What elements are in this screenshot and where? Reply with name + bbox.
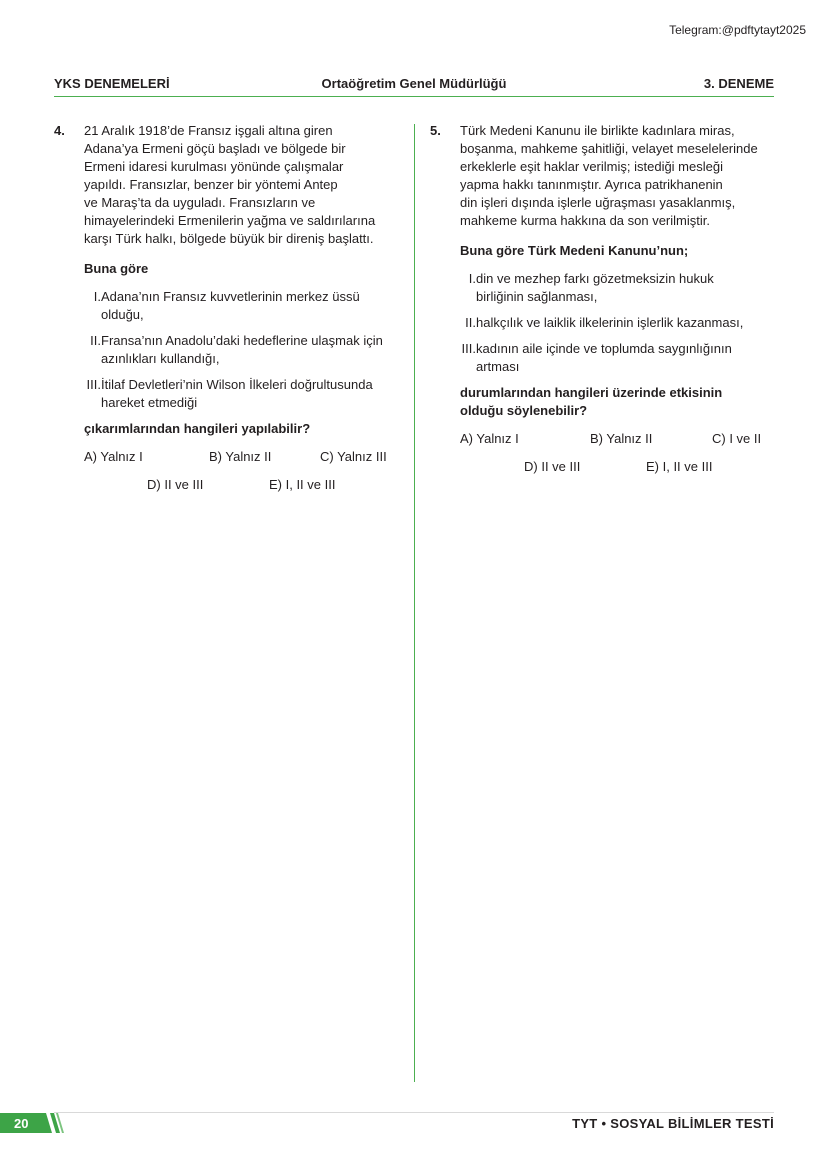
header-series-title: YKS DENEMELERİ xyxy=(54,76,170,91)
statement-item xyxy=(460,340,780,376)
question-text xyxy=(460,384,780,420)
question-4 xyxy=(54,122,399,496)
choice-e[interactable]: E) I, II ve III xyxy=(269,477,336,492)
question-text: çıkarımlarından hangileri yapılabilir? xyxy=(84,421,311,436)
stem-line: Türk Medeni Kanunu ile birlikte kadınlara miras, xyxy=(460,123,735,138)
answer-choices xyxy=(460,430,780,478)
page-number: 20 xyxy=(14,1116,29,1131)
choice-b[interactable]: B) Yalnız II xyxy=(590,431,653,446)
statement-numeral: I. xyxy=(93,289,101,304)
page-number-badge xyxy=(0,1113,64,1133)
statement-text: halkçılık ve laiklik ilkelerinin işlerlik kazanması, xyxy=(476,315,744,330)
statement-text: artması xyxy=(476,359,520,374)
statement-numeral: III. xyxy=(86,377,101,392)
question-prompt: Buna göre Türk Medeni Kanunu’nun; xyxy=(460,243,689,258)
choice-d[interactable]: D) II ve III xyxy=(524,459,581,474)
choice-d[interactable]: D) II ve III xyxy=(147,477,204,492)
statement-text: İtilaf Devletleri’nin Wilson İlkeleri doğrultusunda xyxy=(101,377,373,392)
statement-list xyxy=(460,270,780,376)
question-5 xyxy=(430,122,780,478)
statement-text: din ve mezhep farkı gözetmeksizin hukuk xyxy=(476,271,714,286)
statement-text: birliğinin sağlanması, xyxy=(476,289,598,304)
stem-line: boşanma, mahkeme şahitliği, velayet meselelerinde xyxy=(460,141,758,156)
question-text-line: olduğu söylenebilir? xyxy=(460,403,588,418)
choice-a[interactable]: A) Yalnız I xyxy=(460,431,519,446)
statement-text: Adana’nın Fransız kuvvetlerinin merkez üssü xyxy=(101,289,360,304)
footer-test-title: TYT • SOSYAL BİLİMLER TESTİ xyxy=(572,1116,774,1131)
statement-item xyxy=(84,288,399,324)
statement-numeral: III. xyxy=(461,341,476,356)
stem-line: din işleri dışında işlerle uğraşması yasaklanmış, xyxy=(460,195,736,210)
header-exam-number: 3. DENEME xyxy=(703,76,774,91)
column-divider xyxy=(414,124,415,1082)
question-number: 4. xyxy=(54,123,65,138)
stem-line: yapıldı. Fransızlar, benzer bir yöntemi Antep xyxy=(84,177,338,192)
stem-line: karşı Türk halkı, bölgede büyük bir direniş başlattı. xyxy=(84,231,374,246)
statement-text: hareket etmediği xyxy=(101,395,198,410)
footer-rule xyxy=(54,1112,774,1113)
statement-text: olduğu, xyxy=(101,307,144,322)
choice-c[interactable]: C) Yalnız III xyxy=(320,449,387,464)
answer-choices xyxy=(84,448,399,496)
question-text-line: durumlarından hangileri üzerinde etkisinin xyxy=(460,385,723,400)
statement-numeral: II. xyxy=(90,333,101,348)
statement-numeral: I. xyxy=(468,271,476,286)
stem-line: mahkeme kurma hakkına da son verilmiştir. xyxy=(460,213,710,228)
statement-list xyxy=(84,288,399,412)
stem-line: erkeklerle eşit haklar verilmiş; istediği mesleği xyxy=(460,159,723,174)
statement-item xyxy=(84,332,399,368)
telegram-watermark: Telegram:@pdftytayt2025 xyxy=(669,23,806,37)
stem-line: yapma hakkı tanınmıştır. Ayrıca patrikhanenin xyxy=(460,177,723,192)
question-stem xyxy=(460,122,780,230)
choice-e[interactable]: E) I, II ve III xyxy=(646,459,713,474)
choice-c[interactable]: C) I ve II xyxy=(712,431,762,446)
stem-line: 21 Aralık 1918’de Fransız işgali altına giren xyxy=(84,123,333,138)
statement-numeral: II. xyxy=(465,315,476,330)
choice-b[interactable]: B) Yalnız II xyxy=(209,449,272,464)
question-stem xyxy=(84,122,399,248)
question-prompt: Buna göre xyxy=(84,261,149,276)
stem-line: himayelerindeki Ermenilerin yağma ve saldırılarına xyxy=(84,213,376,228)
stem-line: ve Maraş’ta da uyguladı. Fransızların ve xyxy=(84,195,316,210)
header-ministry: Ortaöğretim Genel Müdürlüğü xyxy=(321,76,507,91)
question-number: 5. xyxy=(430,123,441,138)
statement-text: Fransa’nın Anadolu’daki hedeflerine ulaşmak için xyxy=(101,333,383,348)
statement-item xyxy=(84,376,399,412)
statement-item xyxy=(460,270,780,306)
stem-line: Adana’ya Ermeni göçü başladı ve bölgede bir xyxy=(84,141,346,156)
choice-a[interactable]: A) Yalnız I xyxy=(84,449,143,464)
page-header xyxy=(54,74,774,97)
statement-text: azınlıkları kullandığı, xyxy=(101,351,220,366)
statement-text: kadının aile içinde ve toplumda saygınlığının xyxy=(476,341,732,356)
statement-item xyxy=(460,314,780,332)
stem-line: Ermeni idaresi kurulması yönünde çalışmalar xyxy=(84,159,344,174)
